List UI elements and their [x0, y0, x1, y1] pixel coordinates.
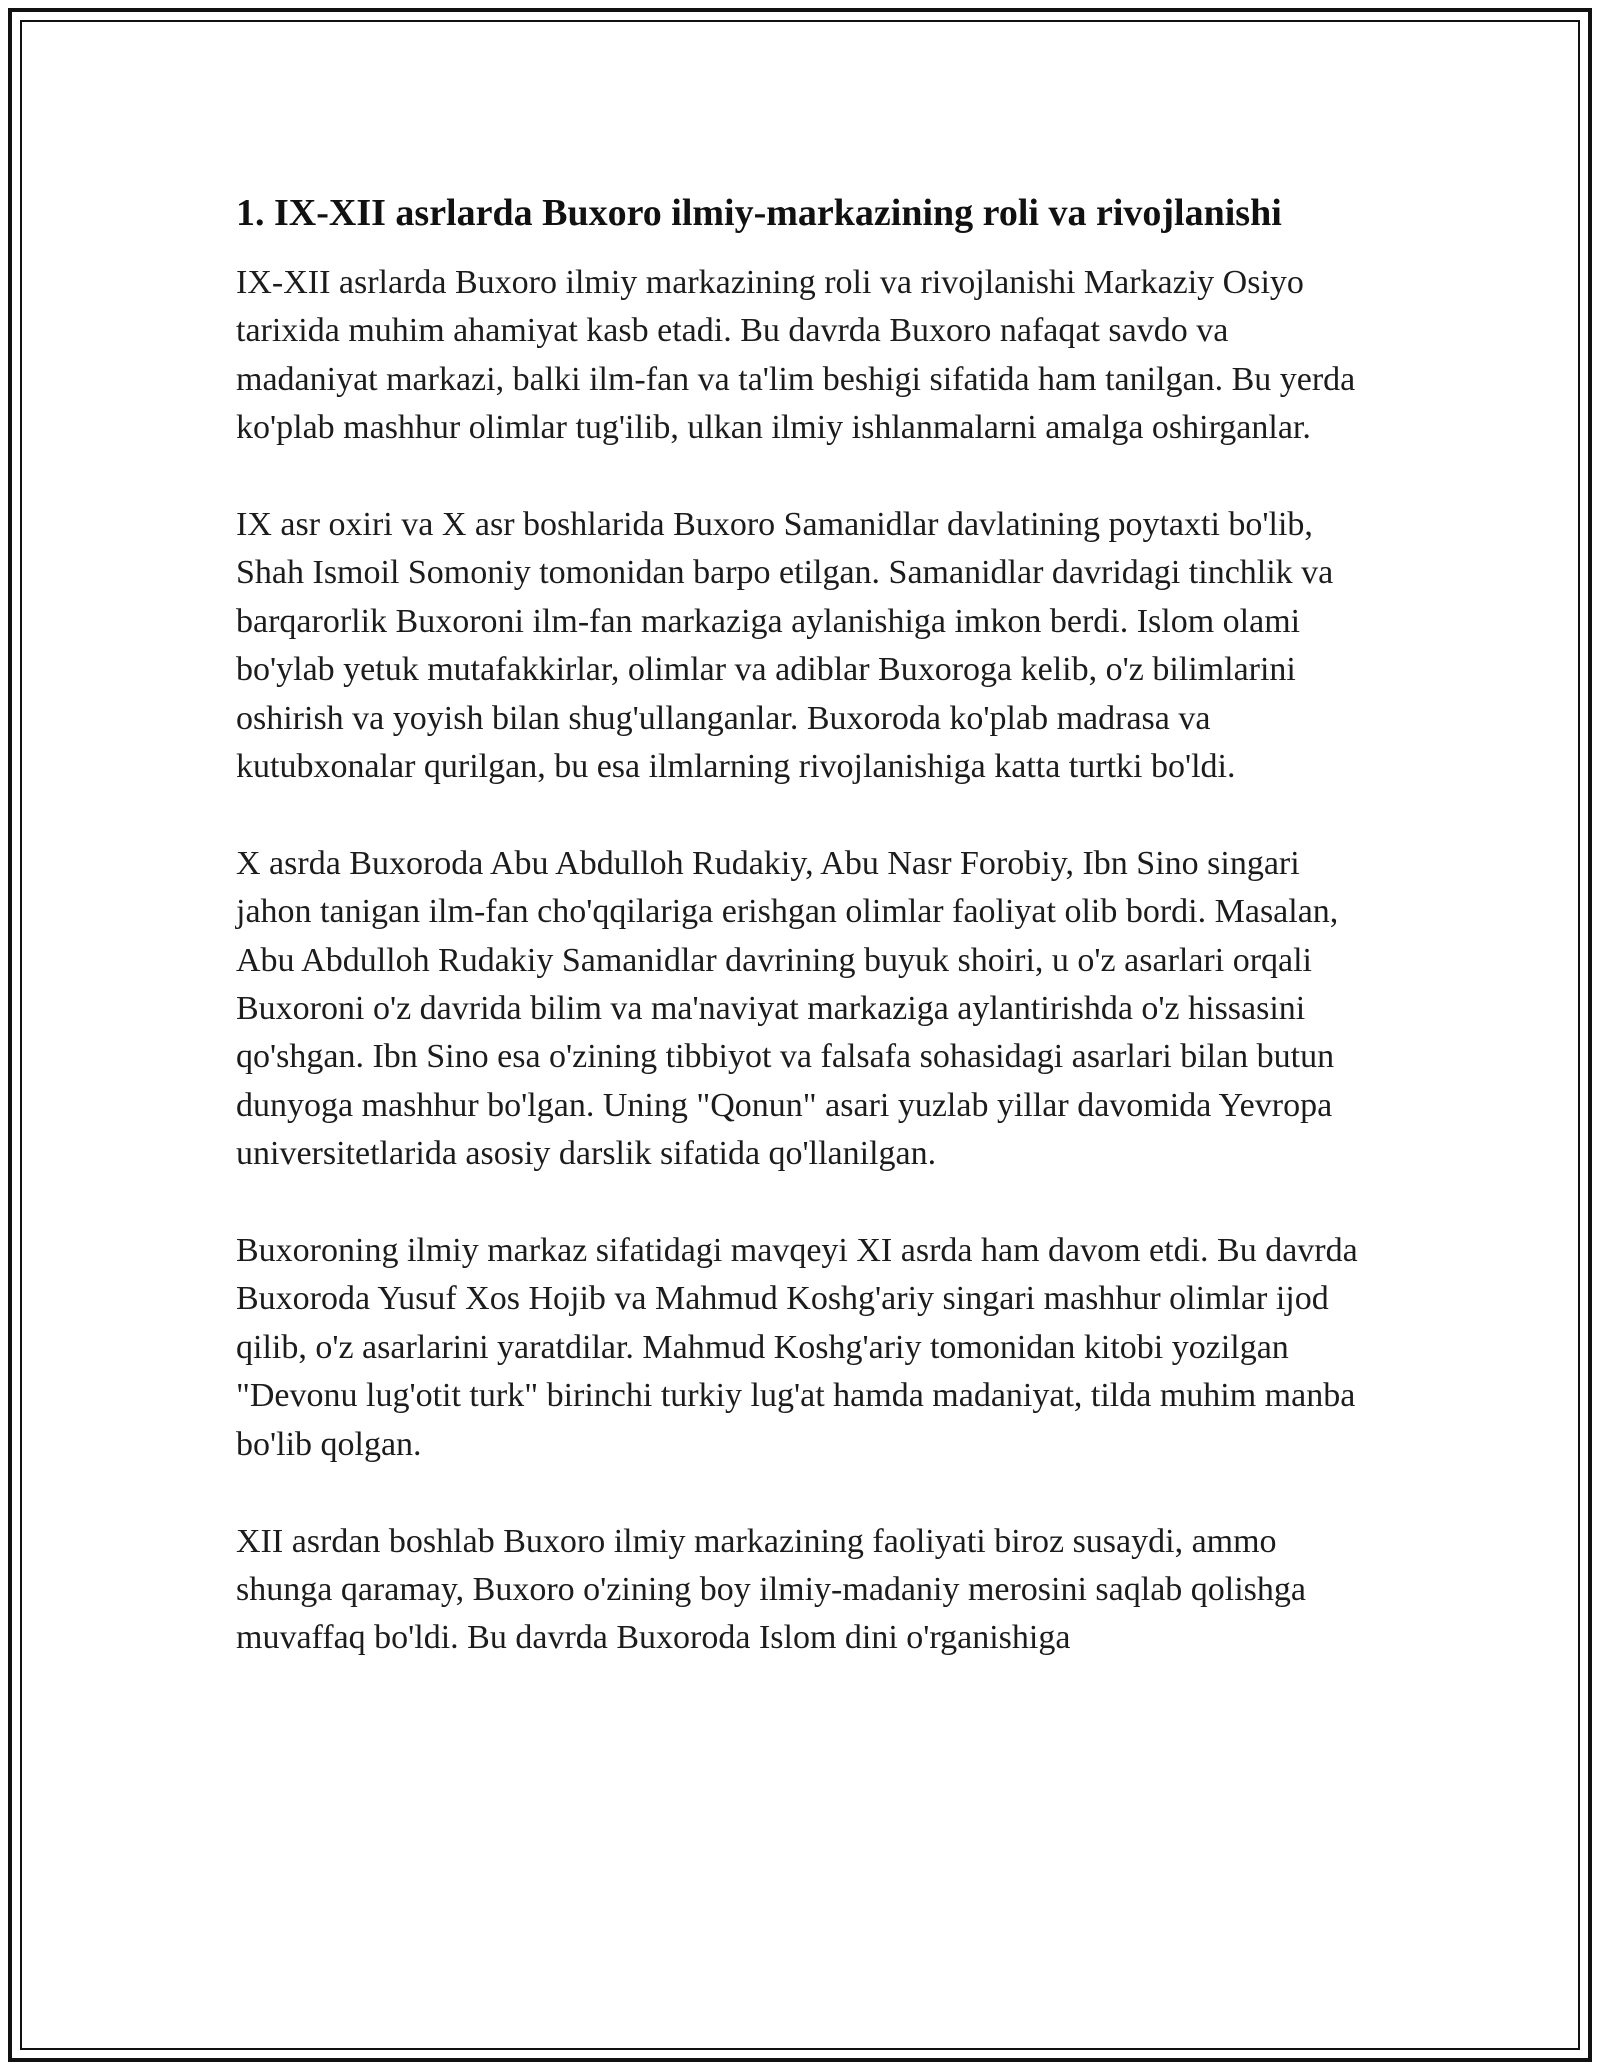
paragraph-5: XII asrdan boshlab Buxoro ilmiy markazining faoliyati biroz susaydi, ammo shunga qaramay, Buxoro o'zining boy ilmiy-madaniy merosini saqlab qolishga muvaffaq bo'ldi. Bu davrda Buxoroda Islom dini o'rganishiga: [236, 1522, 1307, 1657]
section-title: 1. IX-XII asrlarda Buxoro ilmiy-markazining roli va rivojlanishi: [236, 192, 1282, 234]
paragraph-1: IX-XII asrlarda Buxoro ilmiy markazining roli va rivojlanishi Markaziy Osiyo tarixida muhim ahamiyat kasb etadi. Bu davrda Buxoro nafaqat savdo va madaniyat markazi, balki ilm-fan va ta'lim beshigi sifatida ham tanilgan. Bu yerda ko'plab mashhur olimlar tug'ilib, ulkan ilmiy ishlanmalarni amalga oshirganlar.: [236, 264, 1356, 447]
paragraph-2: IX asr oxiri va X asr boshlarida Buxoro Samanidlar davlatining poytaxti bo'lib, Shah Ismoil Somoniy tomonidan barpo etilgan. Samanidlar davridagi tinchlik va barqarorlik Buxoroni ilm-fan markaziga aylanishiga imkon berdi. Islom olami bo'ylab yetuk mutafakkirlar, olimlar va adiblar Buxoroga kelib, o'z bilimlarini oshirish va yoyish bilan shug'ullanganlar. Buxoroda ko'plab madrasa va kutubxonalar qurilgan, bu esa ilmlarning rivojlanishiga katta turtki bo'ldi.: [236, 506, 1334, 786]
paragraph-4: Buxoroning ilmiy markaz sifatidagi mavqeyi XI asrda ham davom etdi. Bu davrda Buxoroda Yusuf Xos Hojib va Mahmud Koshg'ariy singari mashhur olimlar ijod qilib, o'z asarlarini yaratdilar. Mahmud Koshg'ariy tomonidan kitobi yozilgan "Devonu lug'otit turk" birinchi turkiy lug'at hamda madaniyat, tilda muhim manba bo'lib qolgan.: [236, 1232, 1358, 1463]
paragraph-3: X asrda Buxoroda Abu Abdulloh Rudakiy, Abu Nasr Forobiy, Ibn Sino singari jahon tanigan ilm-fan cho'qqilariga erishgan olimlar faoliyat olib bordi. Masalan, Abu Abdulloh Rudakiy Samanidlar davrining buyuk shoiri, u o'z asarlari orqali Buxoroni o'z davrida bilim va ma'naviyat markaziga aylantirishda o'z hissasini qo'shgan. Ibn Sino esa o'zining tibbiyot va falsafa sohasidagi asarlari bilan butun dunyoga mashhur bo'lgan. Uning "Qonun" asari yuzlab yillar davomida Yevropa universitetlarida asosiy darslik sifatida qo'llanilgan.: [236, 844, 1339, 1173]
document-body: [236, 186, 1376, 1663]
